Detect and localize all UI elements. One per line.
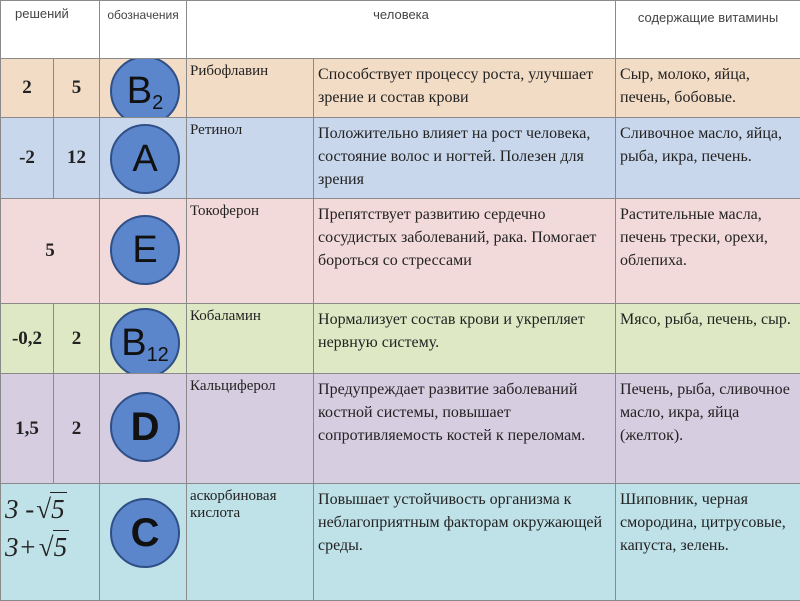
root-1-radicand: 5 bbox=[51, 494, 65, 524]
vitamin-badge-d bbox=[110, 392, 180, 462]
header-human: человека bbox=[187, 1, 616, 59]
vitamin-sources: Сыр, молоко, яйца, печень, бобовые. bbox=[616, 59, 800, 118]
vitamin-effect: Нормализует состав крови и укрепляет нервную систему. bbox=[314, 304, 616, 374]
table-row bbox=[1, 118, 800, 199]
vitamin-name: Кобаламин bbox=[187, 304, 314, 374]
solution-1: -0,2 bbox=[1, 304, 54, 374]
solution-roots bbox=[1, 484, 100, 601]
root-1-prefix: 3 - bbox=[5, 494, 34, 524]
sqrt-1: √ 5 bbox=[34, 490, 64, 528]
solution-1: -2 bbox=[1, 118, 54, 199]
solution-1: 1,5 bbox=[1, 374, 54, 484]
vitamin-letter: C bbox=[131, 511, 160, 556]
vitamin-letter: D bbox=[131, 405, 160, 450]
table-row bbox=[1, 59, 800, 118]
header-food: содержащие витамины bbox=[616, 1, 800, 59]
vitamin-name: Ретинол bbox=[187, 118, 314, 199]
vitamin-badge-a bbox=[110, 124, 180, 194]
vitamin-sources: Печень, рыба, сливочное масло, икра, яйца (желток). bbox=[616, 374, 800, 484]
table-row bbox=[1, 199, 800, 304]
vitamin-effect: Способствует процессу роста, улучшает зрение и состав крови bbox=[314, 59, 616, 118]
vitamin-effect: Препятствует развитию сердечно сосудистых заболеваний, рака. Помогает бороться со стрессами bbox=[314, 199, 616, 304]
vitamin-sources: Шиповник, черная смородина, цитрусовые, капуста, зелень. bbox=[616, 484, 800, 601]
vitamin-effect: Положительно влияет на рост человека, состояние волос и ногтей. Полезен для зрения bbox=[314, 118, 616, 199]
vitamin-letter: E bbox=[132, 229, 157, 272]
sqrt-2: √ 5 bbox=[37, 528, 67, 566]
solution-2: 2 bbox=[54, 374, 100, 484]
table-row bbox=[1, 374, 800, 484]
vitamin-subscript: 2 bbox=[152, 92, 163, 115]
vitamin-sources: Мясо, рыба, печень, сыр. bbox=[616, 304, 800, 374]
vitamin-effect: Предупреждает развитие заболеваний костной системы, повышает сопротивляемость костей к переломам. bbox=[314, 374, 616, 484]
vitamin-badge-b12 bbox=[110, 308, 180, 374]
vitamin-badge-c bbox=[110, 498, 180, 568]
header-row bbox=[1, 1, 800, 59]
vitamin-name: Рибофлавин bbox=[187, 59, 314, 118]
solution-2: 5 bbox=[54, 59, 100, 118]
roots-formula bbox=[5, 490, 67, 566]
vitamin-name: Токоферон bbox=[187, 199, 314, 304]
solution: 5 bbox=[1, 199, 100, 304]
vitamin-cell bbox=[100, 59, 187, 118]
table-row bbox=[1, 304, 800, 374]
header-designation: обозначения bbox=[100, 1, 187, 59]
header-solutions: решений bbox=[1, 1, 100, 59]
vitamin-badge-b2 bbox=[110, 59, 180, 118]
vitamin-cell bbox=[100, 118, 187, 199]
root-2 bbox=[5, 528, 67, 566]
solution-1: 2 bbox=[1, 59, 54, 118]
vitamin-sources: Сливочное масло, яйца, рыба, икра, печень. bbox=[616, 118, 800, 199]
vitamin-cell bbox=[100, 304, 187, 374]
solution-2: 2 bbox=[54, 304, 100, 374]
vitamin-effect: Повышает устойчивость организма к неблагоприятным факторам окружающей среды. bbox=[314, 484, 616, 601]
root-1 bbox=[5, 490, 67, 528]
vitamin-subscript: 12 bbox=[147, 344, 169, 367]
vitamin-sources: Растительные масла, печень трески, орехи, облепиха. bbox=[616, 199, 800, 304]
vitamin-name: Кальциферол bbox=[187, 374, 314, 484]
vitamin-letter: A bbox=[132, 138, 157, 181]
vitamin-cell bbox=[100, 484, 187, 601]
vitamin-letter: B bbox=[127, 70, 152, 113]
vitamin-name: аскорбиновая кислота bbox=[187, 484, 314, 601]
root-2-prefix: 3+ bbox=[5, 532, 37, 562]
vitamin-cell bbox=[100, 374, 187, 484]
vitamin-letter: B bbox=[121, 322, 146, 365]
vitamin-badge-e bbox=[110, 215, 180, 285]
vitamin-cell bbox=[100, 199, 187, 304]
table-row bbox=[1, 484, 800, 601]
solution-2: 12 bbox=[54, 118, 100, 199]
root-2-radicand: 5 bbox=[54, 532, 68, 562]
